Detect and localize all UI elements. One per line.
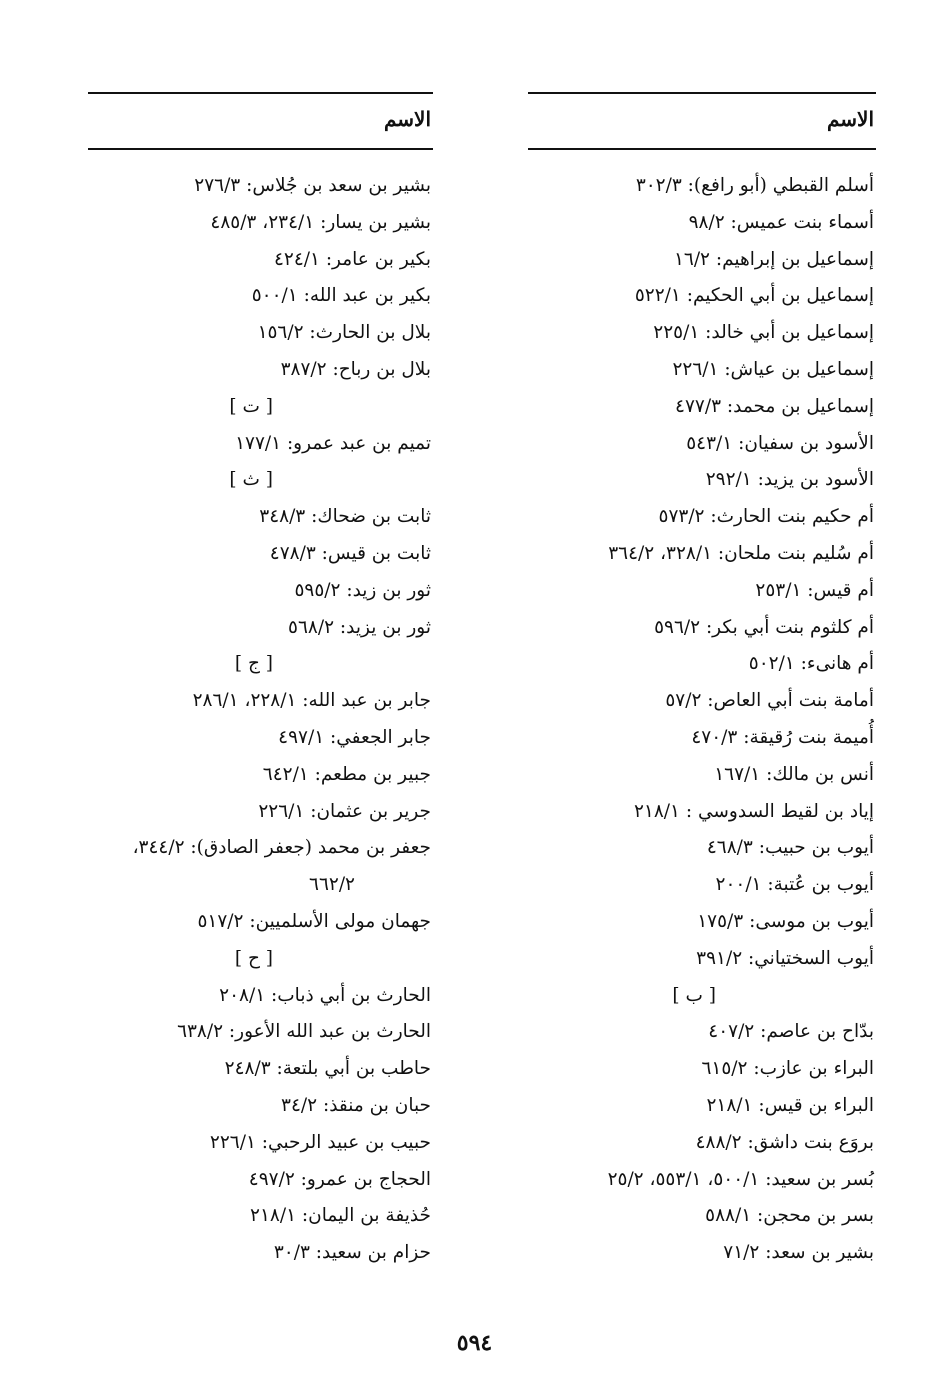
index-entry: إسماعيل بن محمد: ٤٧٧/٣	[675, 395, 874, 417]
index-entry: جبير بن مطعم: ٦٤٢/١	[262, 763, 431, 785]
index-entries	[88, 168, 433, 1272]
index-entry: بكير بن عبد الله: ٥٠٠/١	[251, 285, 431, 307]
index-entry: أمامة بنت أبي العاص: ٥٧/٢	[665, 690, 874, 712]
index-entry: بسر بن محجن: ٥٨٨/١	[705, 1205, 874, 1227]
section-letter-heading: [ ث ]	[229, 469, 273, 491]
section-letter-heading: [ ج ]	[234, 653, 273, 675]
index-entry: الحارث بن عبد الله الأعور: ٦٣٨/٢	[177, 1021, 431, 1043]
index-entry: جابر الجعفي: ٤٩٧/١	[278, 726, 431, 748]
index-entry: إياد بن لقيط السدوسي : ٢١٨/١	[634, 800, 874, 822]
index-entry: بُسر بن سعيد: ٥٠٠/١، ٥٥٣/١، ٢٥/٢	[607, 1168, 874, 1190]
index-entry: جابر بن عبد الله: ٢٢٨/١، ٢٨٦/١	[192, 690, 431, 712]
section-letter-heading: [ ت ]	[229, 395, 273, 417]
index-entry: بشير بن سعد: ٧١/٢	[723, 1242, 874, 1264]
index-entry: بشير بن سعد بن جُلاس: ٢٧٦/٣	[194, 175, 431, 196]
index-entry: أسماء بنت عميس: ٩٨/٢	[688, 211, 874, 233]
index-entry: أم هانىء: ٥٠٢/١	[748, 653, 874, 675]
index-entry: حُذيفة بن اليمان: ٢١٨/١	[250, 1205, 431, 1227]
index-entry: بشير بن يسار: ٢٣٤/١، ٤٨٥/٣	[210, 211, 431, 233]
right-index-column	[528, 92, 876, 1272]
header-rule	[528, 148, 876, 150]
index-entry: أنس بن مالك: ١٦٧/١	[714, 763, 874, 785]
index-entry: الأسود بن يزيد: ٢٩٢/١	[705, 469, 874, 491]
index-entry: حبيب بن عبيد الرحبي: ٢٢٦/١	[209, 1131, 431, 1153]
index-entry: أُميمة بنت رُقيقة: ٤٧٠/٣	[691, 726, 874, 748]
index-entry: حبان بن منقذ: ٣٤/٢	[281, 1094, 431, 1116]
index-entry: ثور بن يزيد: ٥٦٨/٢	[288, 616, 431, 638]
index-entry: ثابت بن ضحاك: ٣٤٨/٣	[259, 506, 431, 528]
index-entry: أيوب السختياني: ٣٩١/٢	[696, 947, 874, 969]
index-entry: بكير بن عامر: ٤٢٤/١	[273, 248, 431, 270]
index-entry: حاطب بن أبي بلتعة: ٢٤٨/٣	[224, 1058, 431, 1080]
index-entry: بلال بن رباح: ٣٨٧/٢	[280, 358, 431, 380]
index-entry: الحجاج بن عمرو: ٤٩٧/٢	[248, 1168, 431, 1190]
index-entries	[528, 168, 876, 1272]
index-entry: إسماعيل بن أبي الحكيم: ٥٢٢/١	[634, 285, 874, 307]
section-letter-heading: [ ح ]	[234, 947, 273, 969]
index-entry: بدّاح بن عاصم: ٤٠٧/٢	[708, 1021, 874, 1043]
index-entry: إسماعيل بن عياش: ٢٢٦/١	[672, 358, 874, 380]
index-entry: تميم بن عبد عمرو: ١٧٧/١	[235, 432, 431, 454]
index-entry: أسلم القبطي (أبو رافع): ٣٠٢/٣	[635, 175, 874, 196]
index-entry: البراء بن قيس: ٢١٨/١	[706, 1094, 874, 1116]
column-header: الاسم	[383, 107, 431, 131]
index-entry: بلال بن الحارث: ١٥٦/٢	[257, 322, 431, 344]
index-entry: إسماعيل بن أبي خالد: ٢٢٥/١	[653, 322, 874, 344]
index-entry: الحارث بن أبي ذباب: ٢٠٨/١	[219, 984, 431, 1006]
index-entry: جعفر بن محمد (جعفر الصادق): ٣٤٤/٢،	[132, 837, 431, 859]
index-entry: بروَع بنت داشق: ٤٨٨/٢	[695, 1131, 874, 1153]
index-entry: جرير بن عثمان: ٢٢٦/١	[258, 800, 431, 822]
column-header: الاسم	[826, 107, 874, 131]
index-entry: أيوب بن عُتبة: ٢٠٠/١	[715, 874, 874, 896]
index-entry: أم كلثوم بنت أبي بكر: ٥٩٦/٢	[654, 616, 874, 638]
page-number: ٥٩٤	[456, 1330, 493, 1356]
index-entry: أم سُليم بنت ملحان: ٣٢٨/١، ٣٦٤/٢	[608, 542, 874, 564]
index-entry: ثابت بن قيس: ٤٧٨/٣	[269, 542, 431, 564]
index-entry: أم قيس: ٢٥٣/١	[755, 579, 874, 601]
index-entry: البراء بن عازب: ٦١٥/٢	[701, 1058, 874, 1080]
index-entry: إسماعيل بن إبراهيم: ١٦/٢	[673, 248, 874, 270]
header-rule	[88, 148, 433, 150]
left-index-column	[88, 92, 433, 1272]
index-entry: أم حكيم بنت الحارث: ٥٧٣/٢	[658, 506, 874, 528]
index-entry: حزام بن سعيد: ٣٠/٣	[273, 1242, 431, 1264]
index-entry-continuation: ٦٦٢/٢	[309, 874, 355, 896]
index-entry: أيوب بن حبيب: ٤٦٨/٣	[706, 837, 874, 859]
index-entry: أيوب بن موسى: ١٧٥/٣	[697, 910, 874, 932]
index-entry: الأسود بن سفيان: ٥٤٣/١	[686, 432, 874, 454]
section-letter-heading: [ ب ]	[672, 984, 716, 1006]
index-entry: جهمان مولى الأسلميين: ٥١٧/٢	[197, 910, 431, 932]
index-entry: ثور بن زيد: ٥٩٥/٢	[294, 579, 431, 601]
